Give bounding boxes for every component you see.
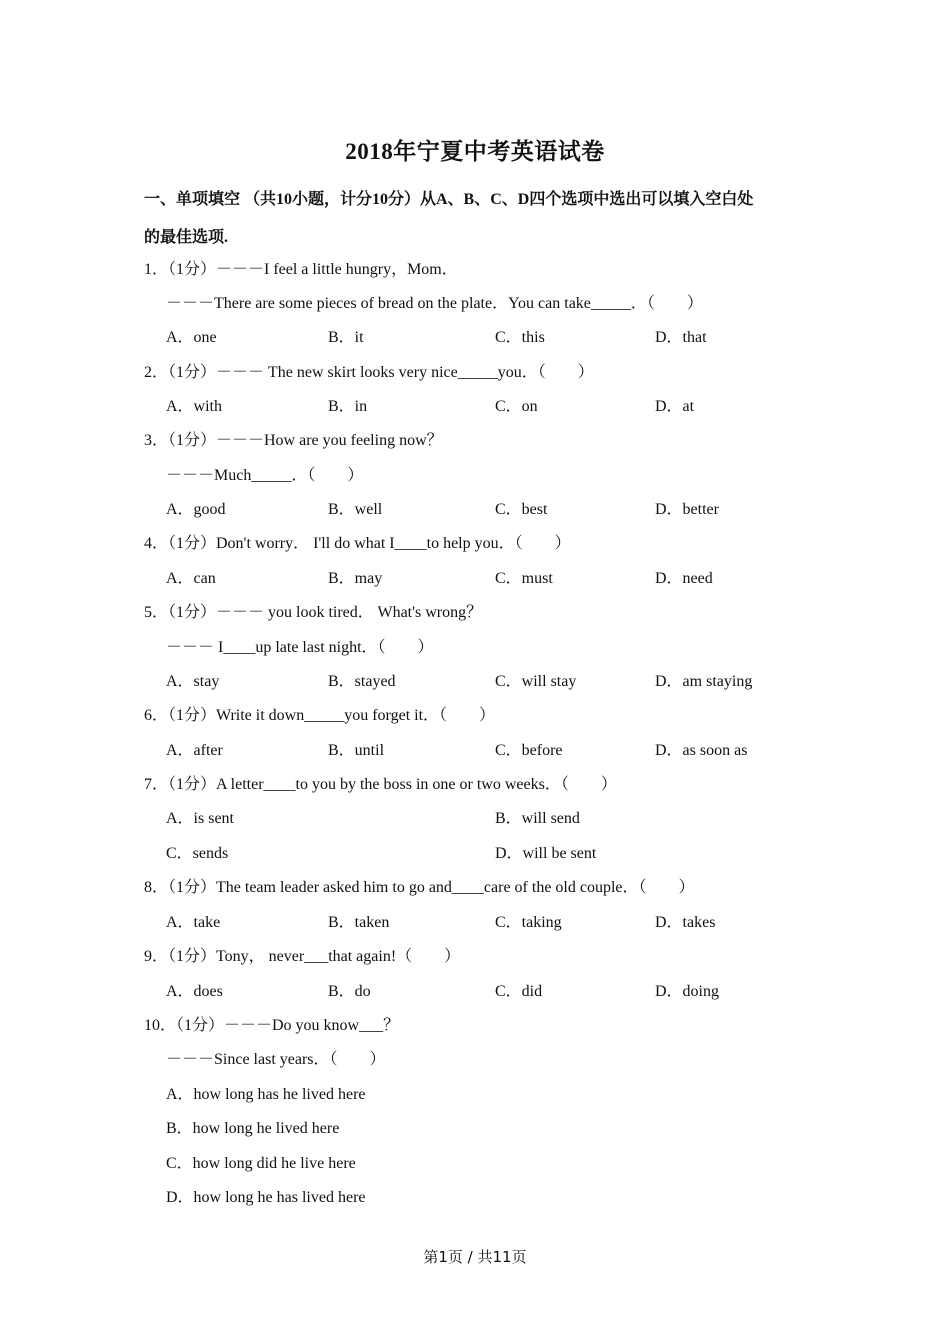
question-3-option-c[interactable]: C．best xyxy=(495,501,548,518)
question-7-stem: 7．（1分）A letter____to you by the boss in one or two weeks．（ ） xyxy=(144,776,617,793)
question-8-option-d[interactable]: D．takes xyxy=(655,914,716,931)
question-6-option-a[interactable]: A．after xyxy=(166,742,223,759)
question-5-stem: 5．（1分）－－－ you look tired． What's wrong？ xyxy=(144,604,483,621)
question-2-option-a[interactable]: A．with xyxy=(166,398,223,415)
question-5-stem-2: －－－ I____up late last night．（ ） xyxy=(166,639,434,656)
question-3-option-d[interactable]: D．better xyxy=(655,501,719,518)
page-title: 2018年宁夏中考英语试卷 xyxy=(345,139,605,164)
question-2-option-b[interactable]: B．in xyxy=(328,398,368,415)
question-3-option-a[interactable]: A．good xyxy=(166,501,226,518)
question-10-option-a[interactable]: A．how long has he lived here xyxy=(166,1086,366,1103)
question-8-option-c[interactable]: C．taking xyxy=(495,914,562,931)
question-4-option-d[interactable]: D．need xyxy=(655,570,713,587)
question-10-stem-2: －－－Since last years．（ ） xyxy=(166,1051,386,1068)
question-9-option-c[interactable]: C．did xyxy=(495,983,543,1000)
question-5-option-a[interactable]: A．stay xyxy=(166,673,220,690)
question-10-option-c[interactable]: C．how long did he live here xyxy=(166,1155,356,1172)
question-2-option-c[interactable]: C．on xyxy=(495,398,538,415)
question-3-stem: 3．（1分）－－－How are you feeling now？ xyxy=(144,432,443,449)
question-9-stem: 9．（1分）Tony， never___that again!（ ） xyxy=(144,948,461,965)
question-9-option-a[interactable]: A．does xyxy=(166,983,223,1000)
question-10-stem: 10．（1分）－－－Do you know___？ xyxy=(144,1017,400,1034)
question-1-option-b[interactable]: B．it xyxy=(328,329,364,346)
question-5-option-b[interactable]: B．stayed xyxy=(328,673,396,690)
question-5-option-d[interactable]: D．am staying xyxy=(655,673,753,690)
question-4-option-a[interactable]: A．can xyxy=(166,570,216,587)
question-6-option-d[interactable]: D．as soon as xyxy=(655,742,748,759)
question-1-option-c[interactable]: C．this xyxy=(495,329,545,346)
question-5-option-c[interactable]: C．will stay xyxy=(495,673,577,690)
question-9-option-b[interactable]: B．do xyxy=(328,983,371,1000)
question-8-stem: 8．（1分）The team leader asked him to go and____care of the old couple．（ ） xyxy=(144,879,695,896)
question-9-option-d[interactable]: D．doing xyxy=(655,983,720,1000)
question-4-option-b[interactable]: B．may xyxy=(328,570,383,587)
question-1-stem-2: －－－There are some pieces of bread on the plate．You can take_____．（ ） xyxy=(166,295,703,312)
question-8-option-b[interactable]: B．taken xyxy=(328,914,390,931)
question-6-option-c[interactable]: C．before xyxy=(495,742,563,759)
section-heading-line-2: 的最佳选项. xyxy=(144,229,229,246)
question-1-option-a[interactable]: A．one xyxy=(166,329,217,346)
question-1-stem: 1．（1分）－－－I feel a little hungry，Mom． xyxy=(144,261,458,278)
question-6-option-b[interactable]: B．until xyxy=(328,742,385,759)
section-heading xyxy=(144,181,824,257)
question-2-option-d[interactable]: D．at xyxy=(655,398,695,415)
question-7-option-b[interactable]: B．will send xyxy=(495,810,580,827)
question-3-option-b[interactable]: B．well xyxy=(328,501,383,518)
section-heading-line-1: 一、单项填空 （共10小题，计分10分）从A、B、C、D四个选项中选出可以填入空白处 xyxy=(144,191,754,208)
question-4-option-c[interactable]: C．must xyxy=(495,570,553,587)
page-footer: 第1页 / 共11页 xyxy=(423,1248,527,1266)
question-7-option-a[interactable]: A．is sent xyxy=(166,810,235,827)
question-6-stem: 6．（1分）Write it down_____you forget it．（ ） xyxy=(144,707,496,724)
question-7-option-c[interactable]: C．sends xyxy=(166,845,229,862)
question-7-option-d[interactable]: D．will be sent xyxy=(495,845,597,862)
question-2-stem: 2．（1分）－－－ The new skirt looks very nice_____you．（ ） xyxy=(144,364,594,381)
question-3-stem-2: －－－Much_____．（ ） xyxy=(166,467,364,484)
question-10-option-d[interactable]: D．how long he has lived here xyxy=(166,1189,366,1206)
question-1-option-d[interactable]: D．that xyxy=(655,329,707,346)
question-10-option-b[interactable]: B．how long he lived here xyxy=(166,1120,340,1137)
question-8-option-a[interactable]: A．take xyxy=(166,914,221,931)
question-4-stem: 4．（1分）Don't worry． I'll do what I____to help you．（ ） xyxy=(144,535,571,552)
